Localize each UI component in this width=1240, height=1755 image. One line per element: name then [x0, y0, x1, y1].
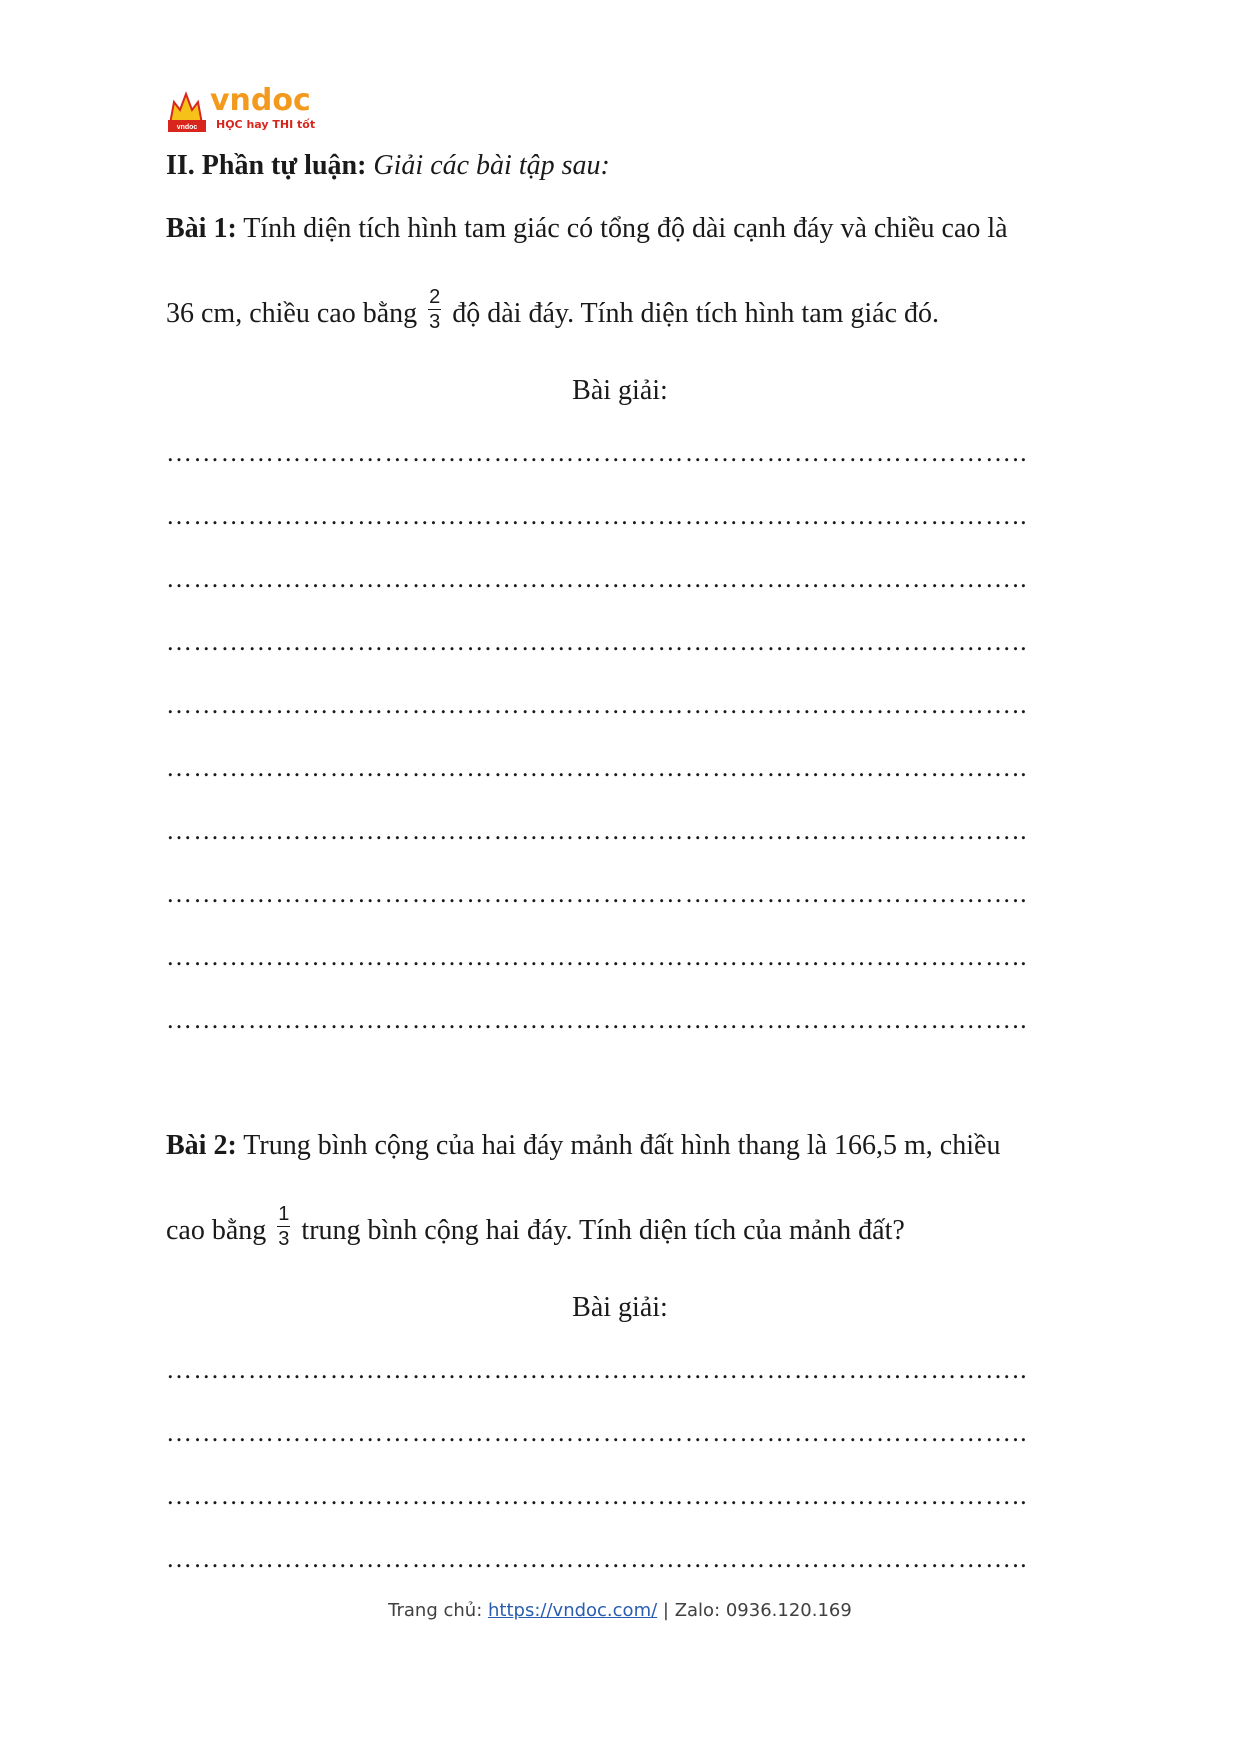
problem2-text-after-fraction: trung bình cộng hai đáy. Tính diện tích của mảnh đất? — [301, 1214, 905, 1246]
problem2-fraction-numerator: 1 — [278, 1203, 290, 1225]
vndoc-logo — [166, 80, 326, 136]
answer-line: ………………………………………………………………………………….. — [166, 627, 1028, 656]
answer-line: ………………………………………………………………………………….. — [166, 501, 1028, 530]
answer-line: ………………………………………………………………………………….. — [166, 438, 1028, 467]
answer-line: ………………………………………………………………………………….. — [166, 879, 1028, 908]
problem1-solution-heading: Bài giải: — [572, 375, 668, 406]
answer-line: ………………………………………………………………………………….. — [166, 690, 1028, 719]
problem1-label: Bài 1: — [166, 213, 237, 244]
fraction-bar — [277, 1226, 290, 1227]
section-heading — [166, 148, 610, 184]
problem2-label: Bài 2: — [166, 1130, 237, 1161]
footer-zalo: | Zalo: 0936.120.169 — [662, 1600, 852, 1621]
section-heading-bold: II. Phần tự luận: — [166, 150, 367, 181]
answer-line: ………………………………………………………………………………….. — [166, 942, 1028, 971]
answer-line: ………………………………………………………………………………….. — [166, 816, 1028, 845]
answer-line: ………………………………………………………………………………….. — [166, 564, 1028, 593]
problem1-text-line1: Tính diện tích hình tam giác có tổng độ dài cạnh đáy và chiều cao là — [243, 213, 1008, 244]
problem2-fraction — [277, 1204, 290, 1249]
footer-prefix: Trang chủ: — [388, 1600, 483, 1621]
problem2-text-line1: Trung bình cộng của hai đáy mảnh đất hình thang là 166,5 m, chiều — [243, 1130, 1001, 1161]
problem1-text-after-fraction: độ dài đáy. Tính diện tích hình tam giác đó. — [452, 297, 940, 329]
logo-wordmark: vndoc — [210, 83, 311, 118]
problem1-fraction — [428, 287, 441, 332]
answer-line: ………………………………………………………………………………….. — [166, 753, 1028, 782]
section-heading-italic: Giải các bài tập sau: — [373, 150, 610, 181]
footer-home-link[interactable]: https://vndoc.com/ — [488, 1600, 658, 1621]
page-footer — [0, 1600, 1240, 1621]
problem2-solution-heading: Bài giải: — [572, 1292, 668, 1323]
problem1-text-before-fraction: 36 cm, chiều cao bằng — [166, 297, 418, 329]
problem1-fraction-numerator: 2 — [429, 286, 441, 308]
answer-line: ………………………………………………………………………………….. — [166, 1355, 1028, 1384]
problem2-line1 — [166, 1128, 1000, 1164]
crown-icon — [170, 94, 202, 124]
problem1-fraction-denominator: 3 — [429, 311, 441, 333]
logo-tagline: HỌC hay THI tốt — [216, 118, 316, 131]
problem2-text-before-fraction: cao bằng — [166, 1214, 267, 1246]
problem2-fraction-denominator: 3 — [278, 1228, 290, 1250]
answer-line: ………………………………………………………………………………….. — [166, 1481, 1028, 1510]
fraction-bar — [428, 309, 441, 310]
logo-badge: vndoc — [176, 124, 198, 131]
problem2-line2 — [166, 1203, 905, 1255]
problem1-line1 — [166, 211, 1008, 247]
answer-line: ………………………………………………………………………………….. — [166, 1544, 1028, 1573]
problem1-line2 — [166, 286, 940, 338]
answer-line: ………………………………………………………………………………….. — [166, 1418, 1028, 1447]
answer-line: ………………………………………………………………………………….. — [166, 1005, 1028, 1034]
